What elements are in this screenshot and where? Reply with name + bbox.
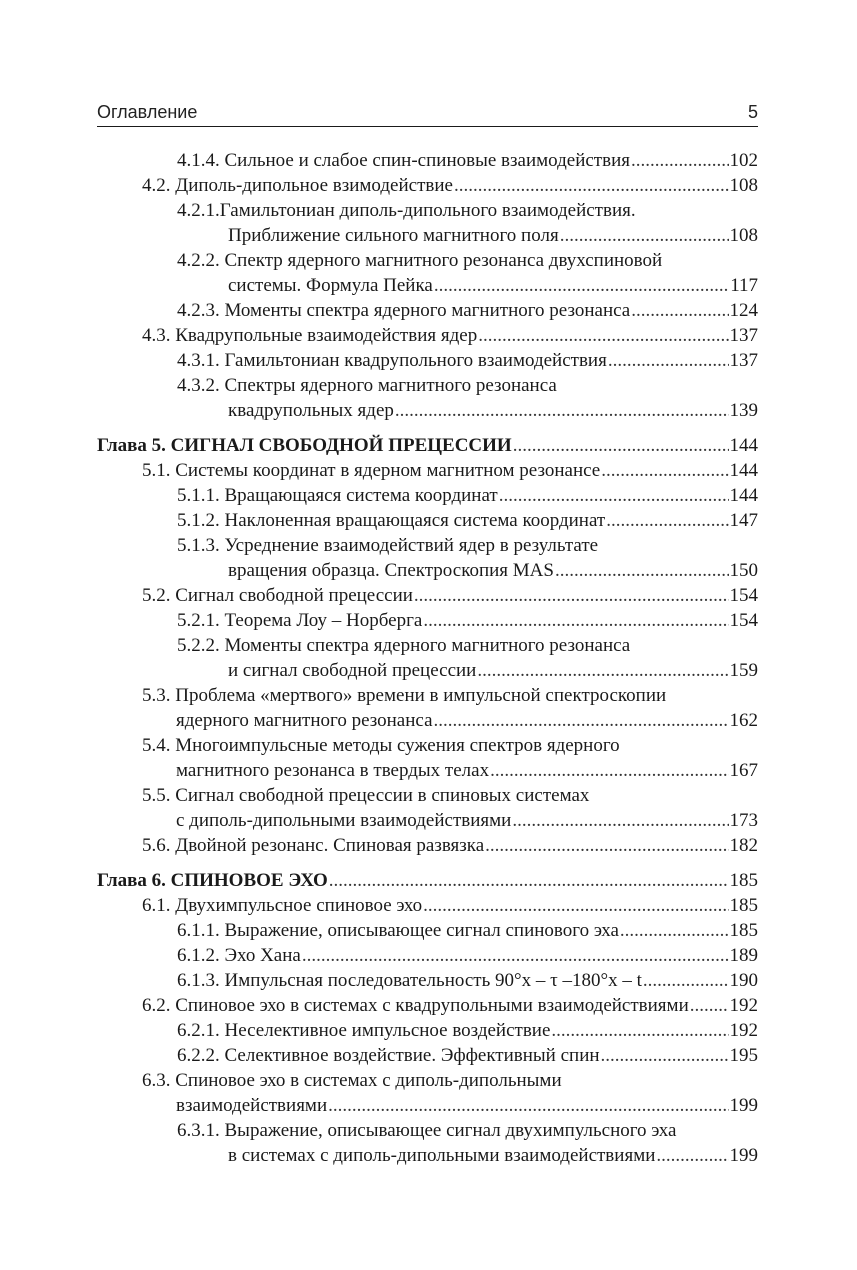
- toc-entry-section: [97, 1068, 758, 1118]
- toc-entry-section: [97, 323, 758, 348]
- toc-entry-line: [97, 783, 758, 808]
- toc-page-number: 108: [729, 225, 758, 246]
- dot-leader: [490, 758, 728, 783]
- toc-page-number: 117: [730, 275, 758, 296]
- toc-entry-line: [97, 893, 758, 918]
- running-header-title: Оглавление: [97, 102, 198, 122]
- toc-entry-title: 4.3.1. Гамильтониан квадрупольного взаимодействия: [177, 350, 607, 371]
- dot-leader: [690, 993, 729, 1018]
- dot-leader: [302, 943, 729, 968]
- toc-entry-line: [97, 1068, 758, 1093]
- dot-leader: [485, 833, 728, 858]
- toc-entry-line: [97, 323, 758, 348]
- toc-entry-line: [97, 833, 758, 858]
- toc-entry-title: Приближение сильного магнитного поля: [228, 225, 559, 246]
- toc-page-number: 195: [729, 1045, 758, 1066]
- toc-entry-line: [97, 918, 758, 943]
- toc-page-number: 154: [729, 585, 758, 606]
- dot-leader: [454, 173, 729, 198]
- toc-entry-sub: [97, 148, 758, 173]
- toc-entry-title: взаимодействиями: [176, 1095, 328, 1116]
- dot-leader: [601, 1043, 729, 1068]
- dot-leader: [555, 558, 729, 583]
- toc-entry-title: квадрупольных ядер: [228, 400, 394, 421]
- toc-entry-sub: [97, 968, 758, 993]
- toc-entry-line: [97, 373, 758, 398]
- toc-entry-line: [97, 1018, 758, 1043]
- toc-entry-line: [97, 758, 758, 783]
- toc-page-number: 124: [729, 300, 758, 321]
- toc-entry-line: [97, 1043, 758, 1068]
- toc-entry-title: системы. Формула Пейка: [228, 275, 433, 296]
- toc-entry-title: вращения образца. Спектроскопия MAS: [228, 560, 554, 581]
- toc-page-number: 144: [729, 460, 758, 481]
- toc-entry-title: 4.2.2. Спектр ядерного магнитного резонанса двухспиновой: [177, 250, 663, 271]
- toc-entry-line: [97, 583, 758, 608]
- toc-entry-title: 6.2.1. Неселективное импульсное воздействие: [177, 1020, 551, 1041]
- toc-page-number: 192: [729, 1020, 758, 1041]
- toc-page-number: 144: [729, 435, 758, 456]
- toc-entry-section: [97, 173, 758, 198]
- dot-leader: [423, 608, 728, 633]
- dot-leader: [560, 223, 729, 248]
- toc-entry-section: [97, 458, 758, 483]
- dot-leader: [512, 808, 728, 833]
- toc-entry-title: Глава 5. СИГНАЛ СВОБОДНОЙ ПРЕЦЕССИИ: [97, 435, 512, 456]
- toc-entry-sub: [97, 483, 758, 508]
- toc-page-number: 173: [729, 810, 758, 831]
- toc-entry-title: 4.3.2. Спектры ядерного магнитного резонанса: [177, 375, 557, 396]
- toc-entry-sub: [97, 1118, 758, 1168]
- toc-entry-sub: [97, 508, 758, 533]
- toc-entry-line: [97, 483, 758, 508]
- toc-entry-title: ядерного магнитного резонанса: [176, 710, 433, 731]
- toc-entry-sub: [97, 373, 758, 423]
- toc-entry-sub: [97, 248, 758, 298]
- dot-leader: [478, 323, 728, 348]
- toc-page-number: 199: [729, 1095, 758, 1116]
- toc-entry-sub: [97, 943, 758, 968]
- toc-page-number: 189: [729, 945, 758, 966]
- table-of-contents: [97, 148, 758, 1168]
- toc-entry-line: [97, 868, 758, 893]
- toc-entry-title: 4.1.4. Сильное и слабое спин-спиновые взаимодействия: [177, 150, 630, 171]
- toc-page-number: 108: [729, 175, 758, 196]
- toc-entry-line: [97, 433, 758, 458]
- toc-entry-title: 6.1.1. Выражение, описывающее сигнал спинового эха: [177, 920, 619, 941]
- section-gap: [97, 858, 758, 868]
- toc-entry-title: 5.1.3. Усреднение взаимодействий ядер в результате: [177, 535, 599, 556]
- toc-entry-line: [97, 148, 758, 173]
- dot-leader: [477, 658, 728, 683]
- dot-leader: [395, 398, 729, 423]
- toc-entry-line: [97, 608, 758, 633]
- toc-entry-line: [97, 198, 758, 223]
- toc-entry-title: 5.3. Проблема «мертвого» времени в импульсной спектроскопии: [142, 685, 667, 706]
- toc-page-number: 139: [729, 400, 758, 421]
- toc-entry-sub: [97, 1043, 758, 1068]
- toc-entry-title: магнитного резонанса в твердых телах: [176, 760, 490, 781]
- dot-leader: [631, 148, 729, 173]
- dot-leader: [606, 508, 728, 533]
- dot-leader: [329, 868, 729, 893]
- toc-page-number: 137: [729, 350, 758, 371]
- toc-entry-title: 6.1.3. Импульсная последовательность 90°x – τ –180°x – t: [177, 970, 642, 991]
- toc-entry-section: [97, 893, 758, 918]
- toc-entry-line: [97, 943, 758, 968]
- toc-entry-chapter: [97, 868, 758, 893]
- toc-page-number: 167: [729, 760, 758, 781]
- toc-page-number: 144: [729, 485, 758, 506]
- dot-leader: [608, 348, 729, 373]
- toc-entry-title: 5.1.1. Вращающаяся система координат: [177, 485, 498, 506]
- toc-entry-title: 4.3. Квадрупольные взаимодействия ядер: [142, 325, 478, 346]
- toc-entry-title: 6.1.2. Эхо Хана: [177, 945, 301, 966]
- dot-leader: [423, 893, 728, 918]
- toc-entry-section: [97, 993, 758, 1018]
- toc-entry-title: 5.5. Сигнал свободной прецессии в спиновых системах: [142, 785, 590, 806]
- toc-page-number: 150: [729, 560, 758, 581]
- toc-entry-line: [97, 173, 758, 198]
- dot-leader: [328, 1093, 728, 1118]
- toc-entry-title: 5.4. Многоимпульсные методы сужения спектров ядерного: [142, 735, 620, 756]
- dot-leader: [513, 433, 729, 458]
- toc-entry-line: [97, 1143, 758, 1168]
- toc-page-number: 185: [729, 870, 758, 891]
- toc-entry-line: [97, 658, 758, 683]
- toc-entry-sub: [97, 533, 758, 583]
- toc-entry-title: 4.2.1.Гамильтониан диполь-дипольного взаимодействия.: [177, 200, 636, 221]
- toc-entry-line: [97, 248, 758, 273]
- toc-page-number: 185: [729, 920, 758, 941]
- toc-entry-line: [97, 273, 758, 298]
- toc-entry-title: в системах с диполь-дипольными взаимодействиями: [228, 1145, 656, 1166]
- toc-entry-sub: [97, 608, 758, 633]
- toc-entry-title: 6.3. Спиновое эхо в системах с диполь-дипольными: [142, 1070, 562, 1091]
- dot-leader: [551, 1018, 728, 1043]
- toc-entry-line: [97, 533, 758, 558]
- toc-entry-line: [97, 708, 758, 733]
- toc-entry-sub: [97, 918, 758, 943]
- toc-page-number: 185: [729, 895, 758, 916]
- toc-entry-line: [97, 968, 758, 993]
- toc-entry-title: 5.2.1. Теорема Лоу – Норберга: [177, 610, 423, 631]
- toc-entry-title: 5.1. Системы координат в ядерном магнитном резонансе: [142, 460, 601, 481]
- toc-entry-sub: [97, 348, 758, 373]
- toc-entry-line: [97, 558, 758, 583]
- toc-entry-title: 4.2.3. Моменты спектра ядерного магнитного резонанса: [177, 300, 631, 321]
- dot-leader: [434, 273, 729, 298]
- section-gap: [97, 423, 758, 433]
- toc-entry-line: [97, 458, 758, 483]
- dot-leader: [656, 1143, 728, 1168]
- toc-entry-section: [97, 583, 758, 608]
- toc-entry-title: 5.1.2. Наклоненная вращающаяся система координат: [177, 510, 606, 531]
- toc-entry-line: [97, 508, 758, 533]
- toc-entry-line: [97, 633, 758, 658]
- toc-entry-line: [97, 1118, 758, 1143]
- toc-entry-title: Глава 6. СПИНОВОЕ ЭХО: [97, 870, 328, 891]
- toc-entry-title: с диполь-дипольными взаимодействиями: [176, 810, 512, 831]
- toc-entry-title: 6.1. Двухимпульсное спиновое эхо: [142, 895, 423, 916]
- toc-entry-section: [97, 733, 758, 783]
- toc-entry-section: [97, 783, 758, 833]
- toc-entry-title: 5.2. Сигнал свободной прецессии: [142, 585, 413, 606]
- toc-entry-line: [97, 1093, 758, 1118]
- toc-page-number: 190: [729, 970, 758, 991]
- running-header: [97, 98, 758, 127]
- toc-entry-line: [97, 808, 758, 833]
- dot-leader: [499, 483, 729, 508]
- dot-leader: [601, 458, 728, 483]
- toc-page-number: 192: [729, 995, 758, 1016]
- toc-entry-chapter: [97, 433, 758, 458]
- toc-entry-title: 6.2.2. Селективное воздействие. Эффективный спин: [177, 1045, 600, 1066]
- dot-leader: [631, 298, 728, 323]
- toc-page-number: 199: [729, 1145, 758, 1166]
- toc-entry-line: [97, 993, 758, 1018]
- toc-page-number: 147: [729, 510, 758, 531]
- toc-entry-title: и сигнал свободной прецессии: [228, 660, 477, 681]
- running-header-page-number: 5: [747, 102, 758, 122]
- toc-entry-line: [97, 348, 758, 373]
- dot-leader: [620, 918, 729, 943]
- toc-page-number: 154: [729, 610, 758, 631]
- toc-entry-title: 6.3.1. Выражение, описывающее сигнал двухимпульсного эха: [177, 1120, 677, 1141]
- dot-leader: [643, 968, 729, 993]
- toc-entry-section: [97, 833, 758, 858]
- toc-entry-title: 4.2. Диполь-дипольное взимодействие: [142, 175, 453, 196]
- dot-leader: [414, 583, 729, 608]
- toc-entry-line: [97, 398, 758, 423]
- toc-entry-line: [97, 683, 758, 708]
- toc-entry-line: [97, 223, 758, 248]
- toc-entry-section: [97, 683, 758, 733]
- toc-entry-sub: [97, 198, 758, 248]
- toc-entry-title: 6.2. Спиновое эхо в системах с квадрупольными взаимодействиями: [142, 995, 689, 1016]
- dot-leader: [434, 708, 729, 733]
- toc-entry-title: 5.2.2. Моменты спектра ядерного магнитного резонанса: [177, 635, 631, 656]
- toc-page-number: 159: [729, 660, 758, 681]
- toc-page-number: 162: [729, 710, 758, 731]
- toc-page-number: 137: [729, 325, 758, 346]
- toc-entry-sub: [97, 298, 758, 323]
- toc-entry-sub: [97, 1018, 758, 1043]
- toc-page-number: 102: [729, 150, 758, 171]
- toc-entry-line: [97, 298, 758, 323]
- toc-page-number: 182: [729, 835, 758, 856]
- toc-entry-sub: [97, 633, 758, 683]
- toc-entry-line: [97, 733, 758, 758]
- toc-entry-title: 5.6. Двойной резонанс. Спиновая развязка: [142, 835, 485, 856]
